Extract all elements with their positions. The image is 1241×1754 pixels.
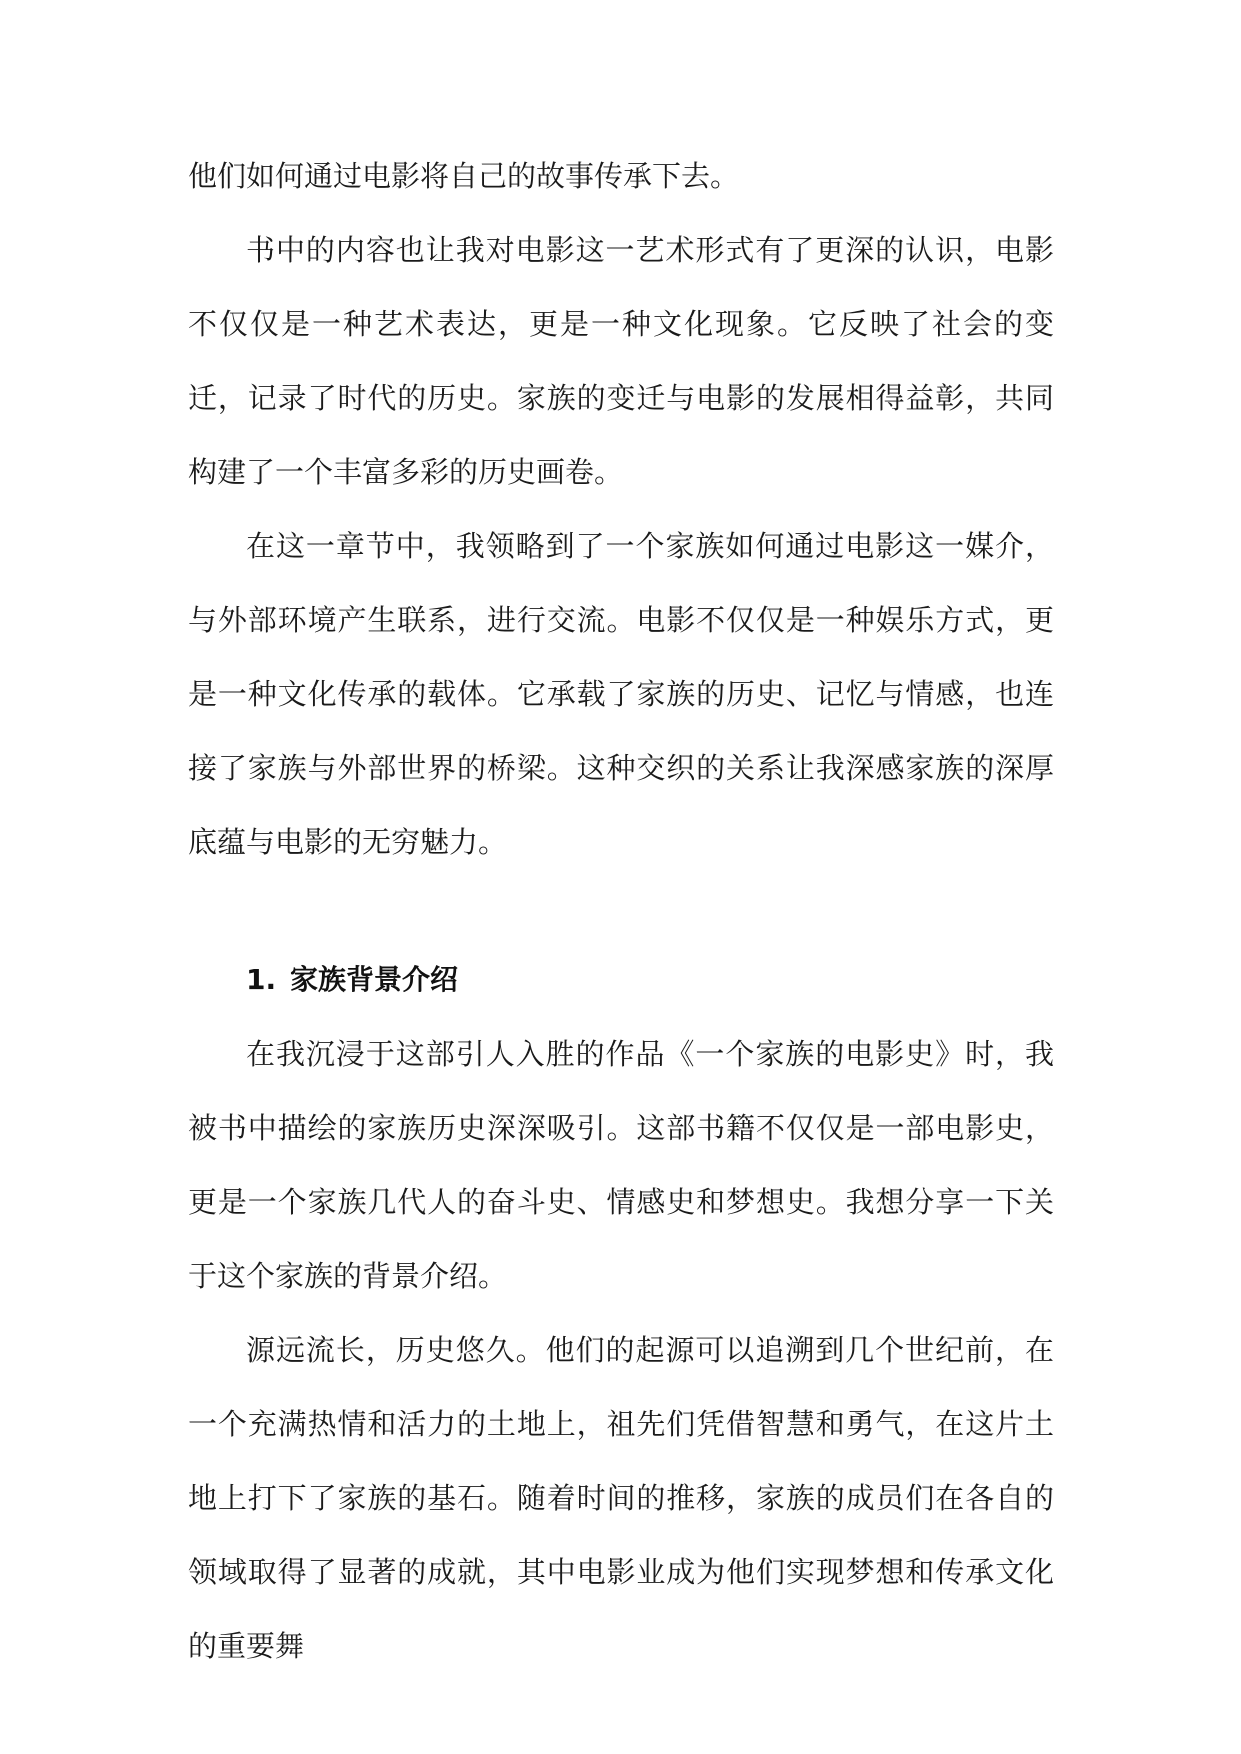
- paragraph-chapter-reflection: 在这一章节中，我领略到了一个家族如何通过电影这一媒介，与外部环境产生联系，进行交流。电影不仅仅是一种娱乐方式，更是一种文化传承的载体。它承载了家族的历史、记忆与情感，也连接了家族与外部世界的桥梁。这种交织的关系让我深感家族的深厚底蕴与电影的无穷魅力。: [188, 529, 1054, 859]
- document-body: [188, 139, 1054, 1683]
- paragraph-continuation: 他们如何通过电影将自己的故事传承下去。: [188, 159, 740, 193]
- paragraph-film-art: 书中的内容也让我对电影这一艺术形式有了更深的认识，电影不仅仅是一种艺术表达，更是一种文化现象。它反映了社会的变迁，记录了时代的历史。家族的变迁与电影的发展相得益彰，共同构建了一个丰富多彩的历史画卷。: [188, 233, 1054, 489]
- section-heading: [188, 943, 1054, 1017]
- paragraph-book-intro: 在我沉浸于这部引人入胜的作品《一个家族的电影史》时，我被书中描绘的家族历史深深吸引。这部书籍不仅仅是一部电影史，更是一个家族几代人的奋斗史、情感史和梦想史。我想分享一下关于这个家族的背景介绍。: [188, 1037, 1054, 1293]
- section-title: 家族背景介绍: [290, 963, 459, 996]
- section-number: 1.: [246, 963, 277, 996]
- paragraph-family-origin: 源远流长，历史悠久。他们的起源可以追溯到几个世纪前，在一个充满热情和活力的土地上，祖先们凭借智慧和勇气，在这片土地上打下了家族的基石。随着时间的推移，家族的成员们在各自的领域取得了显著的成就，其中电影业成为他们实现梦想和传承文化的重要舞: [188, 1333, 1054, 1663]
